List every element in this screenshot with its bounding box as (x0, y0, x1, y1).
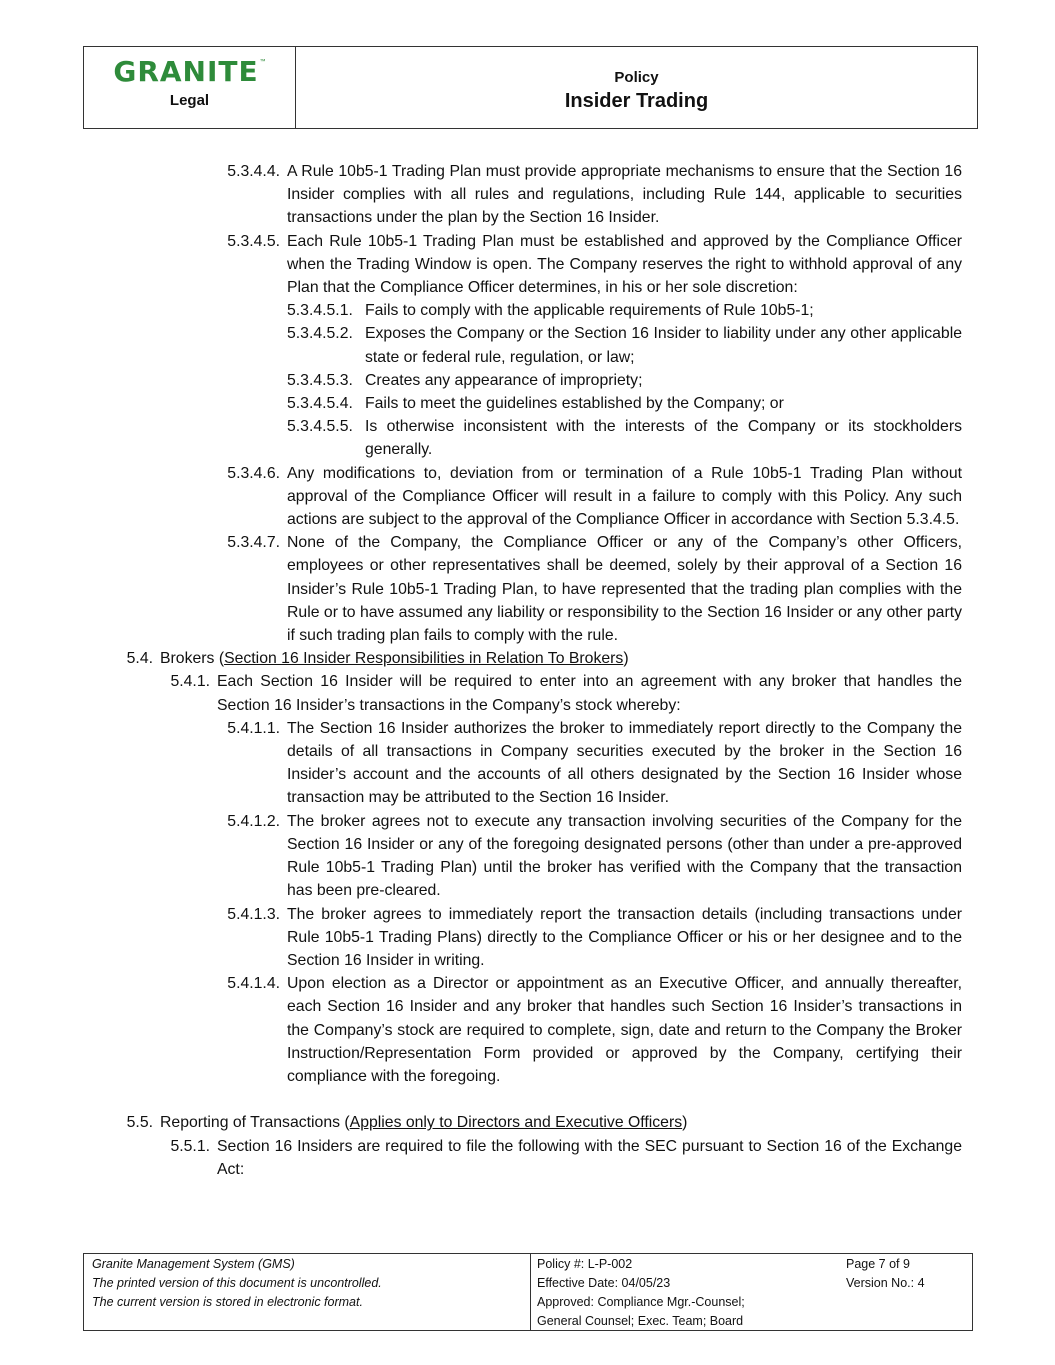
section-5-4-1-3 (0, 903, 962, 973)
department-label: Legal (169, 92, 210, 109)
section-text: The Section 16 Insider authorizes the broker to immediately report directly to the Company the details of all transactions in Company securities executed by the broker in the Section 16 Insider’s account and the accounts of all others designated by the Section 16 Insider whose transaction may be attributed to the Section 16 Insider. (287, 719, 962, 807)
header-right-cell (296, 47, 977, 128)
section-5-3-4-7 (0, 531, 962, 647)
heading-lead: Brokers ( (160, 650, 225, 668)
section-text: The broker agrees not to execute any transaction involving securities of the Company for the Section 16 Insider or any of the foregoing designated persons (other than under a pre-approved Rule 10b5-1 Trading Plan) until the broker has verified with the Company that the transaction has been pre-cleared. (287, 812, 962, 900)
section-number: 5.3.4.5. (227, 232, 280, 250)
document-header (83, 46, 978, 129)
footer-page-number: Page 7 of 9 (846, 1257, 910, 1271)
document-title: Insider Trading (564, 89, 709, 112)
section-text: Fails to meet the guidelines established by the Company; or (365, 395, 784, 413)
section-number: 5.4.1.3. (227, 905, 280, 923)
section-5-3-4-6 (0, 462, 962, 532)
footer-current-note: The current version is stored in electronic format. (92, 1295, 363, 1309)
header-left-cell (84, 47, 296, 128)
section-5-5 (0, 1111, 962, 1134)
footer-system-name: Granite Management System (GMS) (92, 1257, 295, 1271)
section-number: 5.3.4.4. (227, 163, 280, 180)
logo-text: GRANITE (113, 55, 259, 88)
heading-underlined-text: Section 16 Insider Responsibilities in Relation To Brokers (224, 650, 624, 668)
heading-tail: ) (623, 650, 629, 668)
section-5-4-1-4 (0, 972, 962, 1088)
footer-page-cell (840, 1254, 972, 1330)
section-text: Creates any appearance of impropriety; (365, 371, 643, 389)
section-5-4 (0, 647, 962, 670)
section-number: 5.5.1. (170, 1137, 210, 1155)
footer-policy-cell (531, 1254, 840, 1330)
footer-policy-number: Policy #: L-P-002 (537, 1257, 633, 1271)
section-heading (160, 647, 962, 670)
section-text: Section 16 Insiders are required to file the following with the SEC pursuant to Section 16 of the Exchange Act: (217, 1137, 962, 1178)
section-5-3-4-5 (0, 230, 962, 300)
section-text: Fails to comply with the applicable requirements of Rule 10b5-1; (365, 302, 814, 320)
footer-system-cell (84, 1254, 531, 1330)
section-text: Upon election as a Director or appointment as an Executive Officer, and annually thereafter, each Section 16 Insider and any broker that handles such Section 16 Insider’s transactions in the Company’s stock are required to complete, sign, date and return to the Company the Broker Instruction/Representation Form provided or approved by the Company, certifying their compliance with the foregoing. (287, 975, 962, 1085)
footer-version: Version No.: 4 (846, 1276, 925, 1290)
footer-effective-date: Effective Date: 04/05/23 (537, 1276, 671, 1290)
section-number: 5.3.4.5.4. (287, 395, 353, 413)
section-5-3-4-5-2 (0, 322, 962, 368)
section-5-3-4-5-4 (0, 392, 962, 415)
section-text: Each Rule 10b5-1 Trading Plan must be established and approved by the Compliance Officer when the Trading Window is open. The Company reserves the right to withhold approval of any Plan that the Compliance Officer determines, in his or her sole discretion: (287, 232, 962, 297)
section-5-3-4-4 (0, 160, 962, 230)
section-5-4-1-1 (0, 717, 962, 810)
section-number: 5.4.1. (170, 673, 210, 691)
section-text: The broker agrees to immediately report the transaction details (including transactions under Rule 10b5-1 Trading Plans) directly to the Compliance Officer or his or her designee and to the Section 16 Insider in writing. (287, 905, 962, 969)
section-number: 5.4.1.1. (227, 719, 280, 737)
heading-lead: Reporting of Transactions ( (160, 1114, 350, 1132)
section-5-3-4-5-5 (0, 415, 962, 461)
section-number: 5.3.4.6. (227, 464, 280, 482)
section-number: 5.5. (126, 1114, 153, 1132)
section-5-3-4-5-3 (0, 369, 962, 392)
footer-approved-line-2: General Counsel; Exec. Team; Board (537, 1314, 744, 1328)
section-text: None of the Company, the Compliance Officer or any of the Company’s other Officers, employees or other representatives shall be deemed, solely by their approval of a Section 16 Insider’s Rule 10b5-1 Trading Plan, to have represented that the trading plan complies with the Rule or to have assumed any liability or responsibility to the Section 16 Insider or any other party if such trading plan fails to comply with the rule. (287, 534, 962, 645)
section-number: 5.3.4.5.2. (287, 325, 353, 343)
section-5-4-1 (0, 670, 962, 716)
heading-tail: ) (682, 1114, 688, 1132)
section-5-4-1-2 (0, 810, 962, 903)
section-5-5-1 (0, 1135, 962, 1181)
document-type: Policy (614, 68, 659, 86)
section-5-3-4-5-1 (0, 299, 962, 322)
document-body (0, 160, 1055, 1181)
section-text: A Rule 10b5-1 Trading Plan must provide appropriate mechanisms to ensure that the Section 16 Insider complies with all rules and regulations, including Rule 144, applicable to securities transactions under the plan by the Section 16 Insider. (287, 163, 962, 227)
section-heading (160, 1111, 962, 1134)
blank-line (0, 1088, 1055, 1111)
section-number: 5.4.1.2. (227, 812, 280, 830)
footer-printed-note: The printed version of this document is uncontrolled. (92, 1276, 382, 1290)
section-number: 5.4. (126, 650, 153, 668)
heading-underlined-text: Applies only to Directors and Executive Officers (349, 1114, 683, 1132)
section-number: 5.3.4.5.3. (287, 371, 353, 389)
document-footer (83, 1253, 973, 1331)
section-text: Each Section 16 Insider will be required to enter into an agreement with any broker that handles the Section 16 Insider’s transactions in the Company’s stock whereby: (217, 673, 962, 714)
logo-trademark: ™ (259, 59, 266, 65)
section-number: 5.3.4.5.5. (287, 418, 353, 436)
section-text: Exposes the Company or the Section 16 Insider to liability under any other applicable state or federal rule, regulation, or law; (365, 325, 962, 366)
footer-approved-line-1: Approved: Compliance Mgr.-Counsel; (537, 1295, 745, 1309)
granite-logo (113, 57, 265, 87)
section-number: 5.4.1.4. (227, 975, 280, 993)
section-text: Is otherwise inconsistent with the interests of the Company or its stockholders generally. (365, 418, 962, 459)
section-number: 5.3.4.7. (227, 534, 280, 552)
section-text: Any modifications to, deviation from or termination of a Rule 10b5-1 Trading Plan without approval of the Compliance Officer will result in a failure to comply with this Policy. Any such actions are subject to the approval of the Compliance Officer in accordance with Section 5.3.4.5. (287, 464, 962, 529)
section-number: 5.3.4.5.1. (287, 302, 353, 320)
